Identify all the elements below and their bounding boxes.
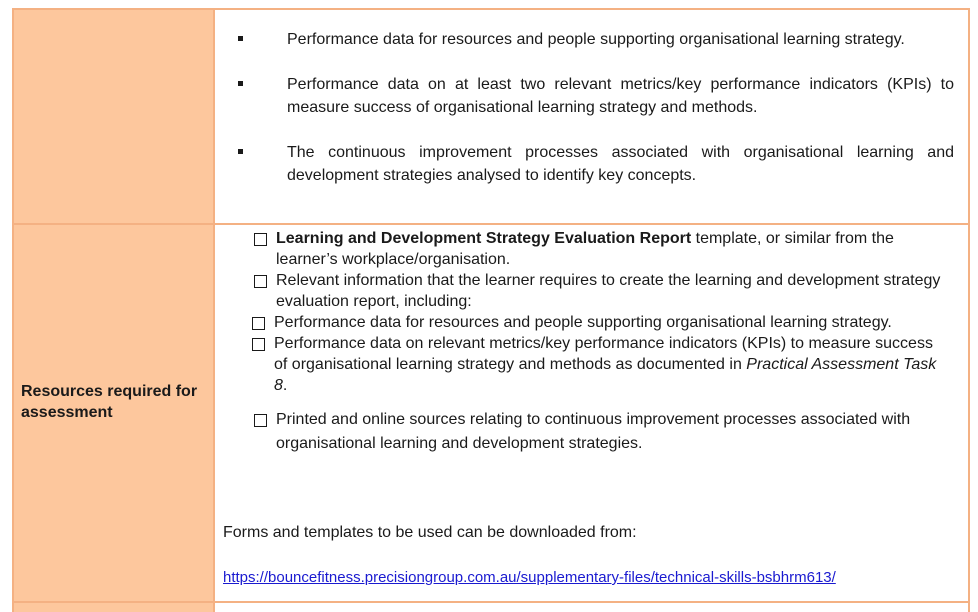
item-tail-text: . [282,377,288,394]
bullet-icon [238,149,243,154]
checkbox-icon [254,414,267,427]
resources-checklist [252,228,952,456]
table-row-divider [12,223,970,225]
list-item [252,270,952,312]
list-item [252,228,952,270]
item-text: Printed and online sources relating to continuous improvement processes associated with organisational learning and development strategies. [276,411,911,452]
item-text: Performance data for resources and people supporting organisational learning strategy. [274,314,892,331]
table-row-divider [12,601,970,603]
table-border-right [968,8,970,612]
bullet-icon [238,81,243,86]
checkbox-icon [254,233,267,246]
list-item [250,312,950,333]
checkbox-icon [252,317,265,330]
bullet-text: The continuous improvement processes associated with organisational learning and development strategies analysed to identify key concepts. [287,144,954,184]
table-border-top [12,8,970,10]
list-item [250,333,950,396]
item-italic-text: Practical Assessment Task 8 [274,356,937,394]
item-text: Performance data on relevant metrics/key performance indicators (KPIs) to measure success of organisational learning strategy and methods as documented in [274,335,933,373]
item-text: template, or similar from the learner’s workplace/organisation. [276,230,894,268]
checkbox-icon [252,338,265,351]
list-item [236,141,954,187]
list-item [236,73,954,119]
item-text: Relevant information that the learner requires to create the learning and development strategy evaluation report, including: [276,272,941,310]
checkbox-icon [254,275,267,288]
list-item [252,408,952,456]
table-border-middle [213,8,215,612]
table-border-left [12,8,14,612]
bullet-text: Performance data for resources and people supporting organisational learning strategy. [287,31,905,48]
bullet-icon [238,36,243,41]
list-item [236,28,954,51]
bullet-text: Performance data on at least two relevant metrics/key performance indicators (KPIs) to measure success of organisational learning strategy and methods. [287,76,954,116]
item-bold-text: Learning and Development Strategy Evaluation Report [276,230,692,247]
forms-download-text: Forms and templates to be used can be downloaded from: [223,524,637,541]
resources-label: Resources required for assessment [21,383,198,421]
download-link[interactable]: https://bouncefitness.precisiongroup.com.au/supplementary-files/technical-skills-bsbhrm613/ [223,569,836,586]
performance-bullet-list [236,28,954,187]
table-label-column [12,8,213,612]
